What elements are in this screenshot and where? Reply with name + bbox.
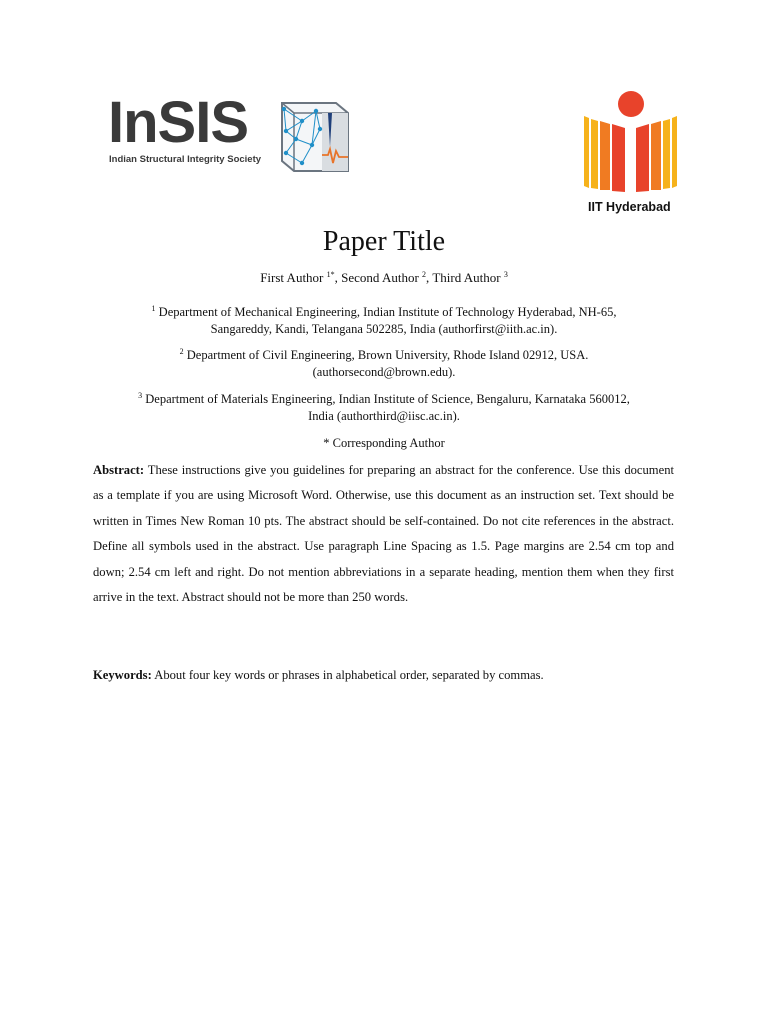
iit-hyderabad-label: IIT Hyderabad bbox=[588, 200, 671, 214]
author-mark: 1* bbox=[326, 270, 335, 279]
affiliation-mark: 3 bbox=[138, 391, 143, 400]
author-name: Third Author bbox=[432, 270, 501, 285]
abstract-label: Abstract: bbox=[93, 463, 145, 477]
keywords-label: Keywords: bbox=[93, 668, 152, 682]
affiliation-mark: 1 bbox=[151, 304, 156, 313]
author-name: Second Author bbox=[341, 270, 419, 285]
affiliation-2 bbox=[100, 347, 668, 381]
paper-title: Paper Title bbox=[322, 226, 446, 257]
author-name: First Author bbox=[260, 270, 324, 285]
author-mark: 2 bbox=[422, 270, 427, 279]
affiliation-line: (authorsecond@brown.edu). bbox=[312, 365, 456, 379]
corresponding-author-note: * Corresponding Author bbox=[323, 436, 445, 450]
iit-hyderabad-logo bbox=[578, 88, 682, 218]
affiliation-line: Department of Mechanical Engineering, Indian Institute of Technology Hyderabad, NH-65, bbox=[158, 305, 617, 319]
insis-logo-subtitle: Indian Structural Integrity Society bbox=[109, 154, 262, 165]
cube-network-icon bbox=[272, 95, 352, 175]
insis-logo-text: InSIS bbox=[108, 90, 249, 155]
author-mark: 3 bbox=[503, 270, 508, 279]
affiliation-line: Sangareddy, Kandi, Telangana 502285, India (authorfirst@iith.ac.in). bbox=[210, 322, 558, 336]
insis-logo bbox=[108, 92, 358, 182]
affiliation-1 bbox=[100, 304, 668, 338]
abstract-text: These instructions give you guidelines for preparing an abstract for the conference. Use this document as a template if you are using Microsoft Word. Otherwise, use this document as an instruction set. Text should be written in Times New Roman 10 pts. The abstract should be self-contained. Do not cite references in the abstract. Define all symbols used in the abstract. Use paragraph Line Spacing as 1.5. Page margins are 2.54 cm top and down; 2.54 cm left and right. Do not mention abbreviations in a separate heading, mention them when they first arrive in the text. Abstract should not be more than 250 words. bbox=[93, 463, 674, 605]
author-separator: , bbox=[334, 270, 342, 285]
author-list bbox=[0, 268, 768, 288]
affiliation-line: India (authorthird@iisc.ac.in). bbox=[308, 409, 460, 423]
author-separator: , bbox=[426, 270, 433, 285]
affiliation-3 bbox=[100, 391, 668, 425]
affiliation-mark: 2 bbox=[179, 347, 184, 356]
iit-book-emblem-icon bbox=[578, 88, 682, 192]
abstract-paragraph bbox=[93, 458, 674, 610]
keywords-paragraph bbox=[93, 663, 693, 688]
affiliation-line: Department of Materials Engineering, Indian Institute of Science, Bengaluru, Karnataka 560012, bbox=[145, 392, 630, 406]
keywords-text: About four key words or phrases in alphabetical order, separated by commas. bbox=[154, 668, 544, 682]
affiliation-line: Department of Civil Engineering, Brown University, Rhode Island 02912, USA. bbox=[186, 348, 589, 362]
